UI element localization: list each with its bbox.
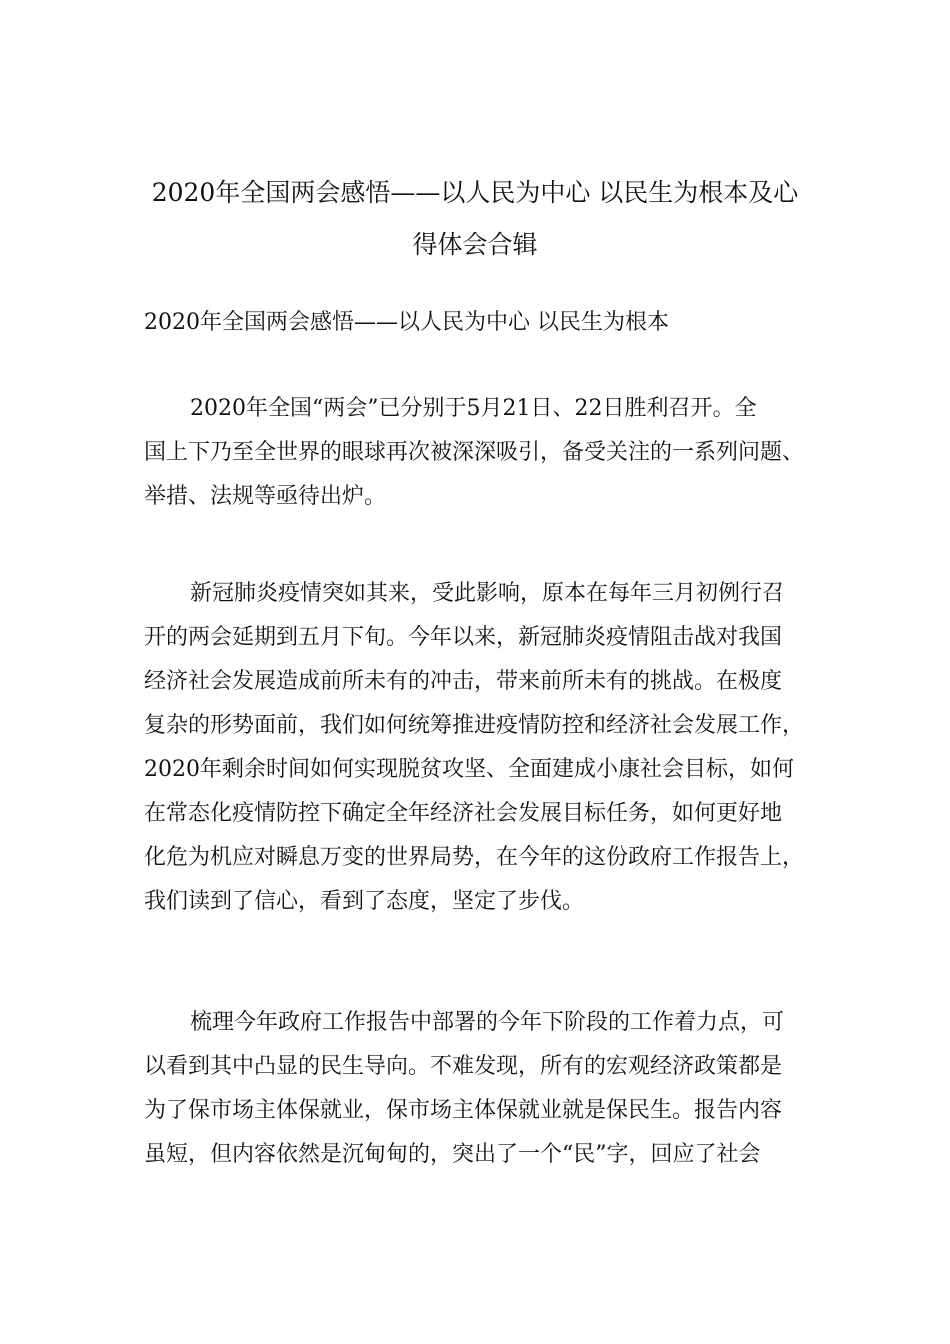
document-title <box>110 167 840 271</box>
paragraph-line: 经济社会发展造成前所未有的冲击，带来前所未有的挑战。在极度 <box>144 669 783 694</box>
section-heading: 2020年全国两会感悟——以人民为中心 以民生为根本 <box>144 310 669 335</box>
paragraph-line: 2020年剩余时间如何实现脱贫攻坚、全面建成小康社会目标，如何 <box>144 757 794 782</box>
paragraph-3 <box>144 1001 809 1177</box>
paragraph-line: 为了保市场主体保就业，保市场主体保就业就是保民生。报告内容 <box>144 1098 783 1123</box>
paragraph-line: 化危为机应对瞬息万变的世界局势，在今年的这份政府工作报告上， <box>144 845 805 870</box>
paragraph-line: 梳理今年政府工作报告中部署的今年下阶段的工作着力点，可 <box>190 1010 785 1035</box>
paragraph-line: 开的两会延期到五月下旬。今年以来，新冠肺炎疫情阻击战对我国 <box>144 625 783 650</box>
paragraph-line: 虽短，但内容依然是沉甸甸的，突出了一个“民”字，回应了社会 <box>144 1142 761 1167</box>
paragraph-line: 国上下乃至全世界的眼球再次被深深吸引，备受关注的一系列问题、 <box>144 440 805 465</box>
paragraph-line: 以看到其中凸显的民生导向。不难发现，所有的宏观经济政策都是 <box>144 1054 783 1079</box>
paragraph-line: 我们读到了信心，看到了态度，坚定了步伐。 <box>144 889 585 914</box>
paragraph-line: 新冠肺炎疫情突如其来，受此影响，原本在每年三月初例行召 <box>190 581 785 606</box>
paragraph-line: 举措、法规等亟待出炉。 <box>144 484 387 509</box>
paragraph-1 <box>144 387 809 519</box>
title-line-2: 得体会合辑 <box>412 230 538 259</box>
title-line-1: 2020年全国两会感悟——以人民为中心 以民生为根本及心 <box>151 178 799 207</box>
paragraph-line: 在常态化疫情防控下确定全年经济社会发展目标任务，如何更好地 <box>144 801 783 826</box>
paragraph-line: 2020年全国“两会”已分别于5月21日、22日胜利召开。全 <box>190 396 757 421</box>
paragraph-2 <box>144 572 809 924</box>
paragraph-line: 复杂的形势面前，我们如何统筹推进疫情防控和经济社会发展工作， <box>144 713 805 738</box>
